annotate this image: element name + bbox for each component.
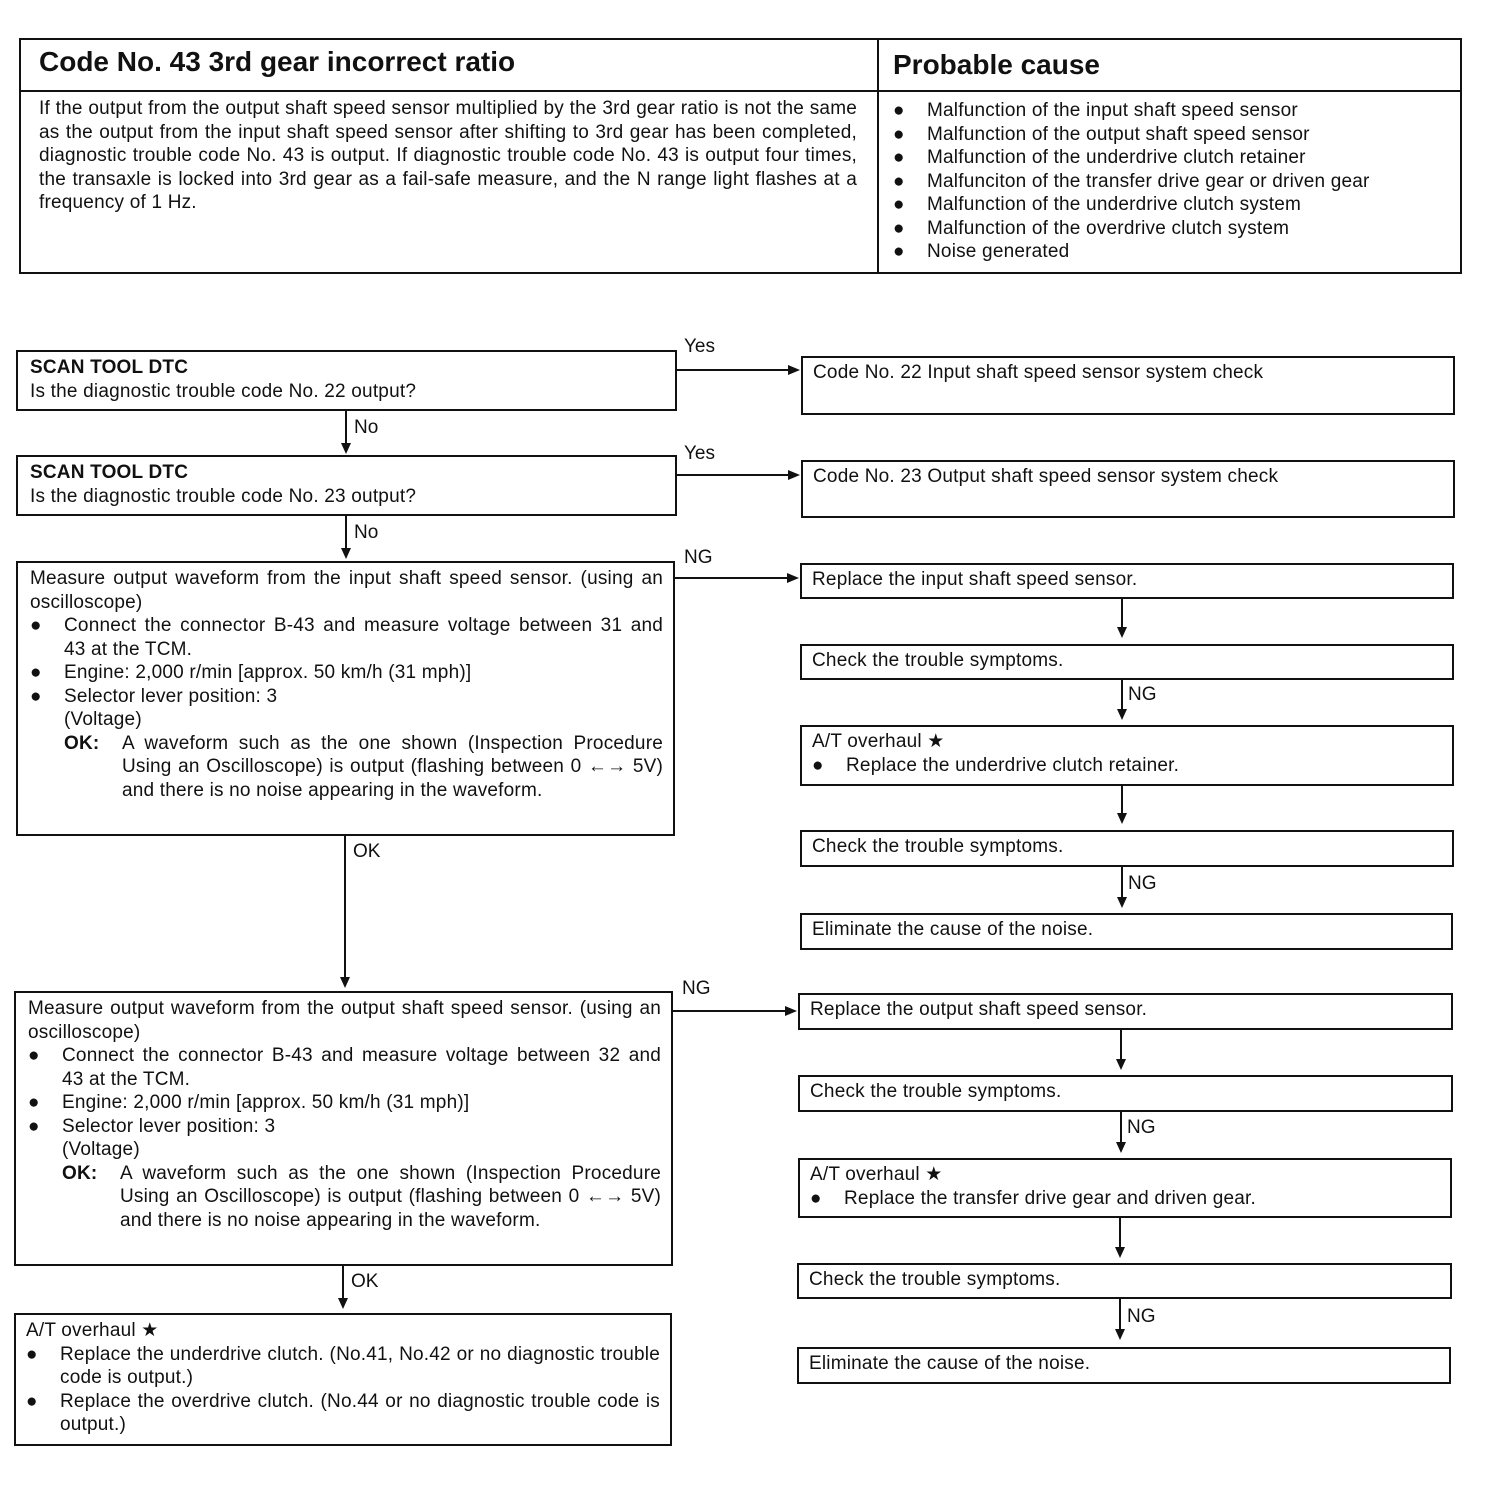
bullet-icon: ● bbox=[893, 194, 905, 215]
connector-line bbox=[1121, 599, 1123, 628]
branch1-replace-box bbox=[800, 563, 1454, 599]
step3-measure-box bbox=[16, 561, 675, 836]
connector-line bbox=[1120, 1112, 1122, 1143]
connector-line bbox=[1119, 1218, 1121, 1248]
arrow-down-icon bbox=[1116, 1059, 1126, 1070]
bullet-icon: ● bbox=[893, 100, 905, 121]
bullet-icon: ● bbox=[26, 1343, 38, 1365]
bullet-icon: ● bbox=[812, 754, 824, 776]
step2-yes-line bbox=[677, 474, 789, 476]
arrow-down-icon bbox=[1117, 709, 1127, 720]
step1-result-box bbox=[801, 356, 1455, 415]
connector-line bbox=[1119, 1299, 1121, 1330]
bullet-icon: ● bbox=[28, 1115, 40, 1137]
branch2-check1-box bbox=[798, 1075, 1453, 1112]
final-overhaul-box bbox=[14, 1313, 672, 1446]
branch2-ng2-label: NG bbox=[1127, 1306, 1156, 1327]
final-overhaul-title: A/T overhaul ★ bbox=[26, 1320, 159, 1341]
step3-item: ● Connect the connector B-43 and measure voltage between 31 and 43 at the TCM. bbox=[30, 615, 663, 660]
step1-yes-line bbox=[677, 369, 789, 371]
branch2-check1: Check the trouble symptoms. bbox=[810, 1081, 1062, 1102]
cause-list bbox=[893, 99, 1458, 264]
star-icon: ★ bbox=[927, 731, 945, 752]
header-divider-vertical bbox=[877, 40, 879, 272]
arrow-down-icon bbox=[1117, 627, 1127, 638]
step4-intro: Measure output waveform from the output shaft speed sensor. (using an oscilloscope) bbox=[28, 998, 661, 1043]
step3-item: ● Selector lever position: 3 bbox=[30, 685, 278, 707]
branch1-overhaul-item: ● Replace the underdrive clutch retainer. bbox=[812, 754, 1180, 776]
cause-item: ● Malfunction of the input shaft speed sensor bbox=[893, 100, 1298, 121]
branch2-check2-box bbox=[797, 1263, 1452, 1299]
step4-ok-label: OK bbox=[351, 1271, 379, 1292]
branch2-eliminate: Eliminate the cause of the noise. bbox=[809, 1353, 1091, 1374]
arrow-down-icon bbox=[1115, 1247, 1125, 1258]
branch1-eliminate: Eliminate the cause of the noise. bbox=[812, 919, 1094, 940]
bullet-icon: ● bbox=[28, 1045, 40, 1066]
probable-cause-title: Probable cause bbox=[893, 49, 1100, 80]
step1-scan-tool-box bbox=[16, 350, 677, 411]
final-overhaul-item: ● Replace the underdrive clutch. (No.41, No.42 or no diagnostic trouble code is output.) bbox=[26, 1343, 660, 1388]
step1-no-label: No bbox=[354, 417, 379, 438]
branch2-check2: Check the trouble symptoms. bbox=[809, 1269, 1061, 1290]
step1-question: Is the diagnostic trouble code No. 22 output? bbox=[30, 380, 417, 402]
branch1-ng2-label: NG bbox=[1128, 873, 1157, 894]
ok-label: OK: bbox=[62, 1162, 98, 1184]
step1-yes-label: Yes bbox=[684, 336, 715, 357]
branch2-overhaul-item: ● Replace the transfer drive gear and driven gear. bbox=[810, 1187, 1257, 1209]
bullet-icon: ● bbox=[893, 241, 905, 262]
branch1-overhaul-box bbox=[800, 725, 1454, 786]
branch1-overhaul-title: A/T overhaul ★ bbox=[812, 731, 945, 752]
step4-item: ● Selector lever position: 3 bbox=[28, 1115, 276, 1137]
code-description: If the output from the output shaft speed sensor multiplied by the 3rd gear ratio is not the same as the output from the input shaft speed sensor after shifting to 3rd gear has been completed, diagnostic trouble code No. 43 is output. If diagnostic trouble code No. 43 is output four times, the transaxle is locked into 3rd gear as a fail-safe measure, and the N range light flashes at a frequency of 1 Hz. bbox=[39, 98, 857, 213]
arrow-down-icon bbox=[341, 548, 351, 559]
step2-question: Is the diagnostic trouble code No. 23 output? bbox=[30, 485, 417, 507]
connector-line bbox=[1121, 867, 1123, 898]
code-title: Code No. 43 3rd gear incorrect ratio bbox=[39, 46, 516, 77]
arrow-down-icon bbox=[1116, 1142, 1126, 1153]
arrow-down-icon bbox=[338, 1298, 348, 1309]
step1-no-line bbox=[345, 411, 347, 444]
step3-ng-label: NG bbox=[684, 547, 713, 568]
branch2-eliminate-box bbox=[797, 1347, 1451, 1384]
arrow-down-icon bbox=[1117, 813, 1127, 824]
arrow-down-icon bbox=[1115, 1329, 1125, 1340]
step2-yes-label: Yes bbox=[684, 443, 715, 464]
step4-measure-box bbox=[14, 991, 673, 1266]
branch2-overhaul-title: A/T overhaul ★ bbox=[810, 1164, 943, 1185]
bullet-icon: ● bbox=[30, 615, 42, 636]
step3-ng-line bbox=[675, 577, 788, 579]
connector-line bbox=[1121, 786, 1123, 814]
step3-ok-line bbox=[344, 836, 346, 978]
branch2-overhaul-box bbox=[798, 1158, 1452, 1218]
step4-ng-line bbox=[673, 1010, 786, 1012]
step2-title: SCAN TOOL DTC bbox=[30, 462, 189, 483]
step4-ng-label: NG bbox=[682, 978, 711, 999]
cause-item: ● Malfunction of the underdrive clutch retainer bbox=[893, 147, 1306, 168]
step2-result: Code No. 23 Output shaft speed sensor system check bbox=[813, 466, 1279, 487]
arrow-down-icon bbox=[1117, 897, 1127, 908]
branch1-check2-box bbox=[800, 830, 1454, 867]
star-icon: ★ bbox=[925, 1164, 943, 1185]
bullet-icon: ● bbox=[893, 170, 905, 192]
arrow-right-icon bbox=[787, 573, 799, 583]
header-table bbox=[19, 38, 1462, 274]
branch1-check1-box bbox=[800, 644, 1454, 680]
step4-item: ● Engine: 2,000 r/min [approx. 50 km/h (31 mph)] bbox=[28, 1092, 470, 1113]
connector-line bbox=[1121, 680, 1123, 710]
ok-label: OK: bbox=[64, 732, 100, 754]
bullet-icon: ● bbox=[26, 1390, 38, 1412]
final-overhaul-item: ● Replace the overdrive clutch. (No.44 or no diagnostic trouble code is output.) bbox=[26, 1390, 660, 1435]
step2-scan-tool-box bbox=[16, 455, 677, 516]
step1-result: Code No. 22 Input shaft speed sensor system check bbox=[813, 362, 1264, 383]
bullet-icon: ● bbox=[810, 1187, 822, 1209]
cause-item: ● Noise generated bbox=[893, 241, 1070, 262]
step1-title: SCAN TOOL DTC bbox=[30, 357, 189, 378]
cause-item: ● Malfunction of the output shaft speed sensor bbox=[893, 123, 1310, 145]
step2-no-label: No bbox=[354, 522, 379, 543]
cause-item: ● Malfunction of the underdrive clutch system bbox=[893, 194, 1301, 215]
step3-intro: Measure output waveform from the input shaft speed sensor. (using an oscilloscope) bbox=[30, 568, 663, 613]
branch2-replace-box bbox=[798, 993, 1453, 1030]
branch1-eliminate-box bbox=[800, 913, 1453, 950]
step4-voltage: (Voltage) bbox=[62, 1139, 140, 1160]
arrow-down-icon bbox=[341, 443, 351, 454]
branch2-ng1-label: NG bbox=[1127, 1117, 1156, 1138]
step4-item: ● Connect the connector B-43 and measure voltage between 32 and 43 at the TCM. bbox=[28, 1045, 661, 1090]
bullet-icon: ● bbox=[30, 685, 42, 707]
bullet-icon: ● bbox=[893, 217, 905, 239]
cause-item: ● Malfunciton of the transfer drive gear or driven gear bbox=[893, 170, 1370, 192]
ok-text: A waveform such as the one shown (Inspection Procedure Using an Oscilloscope) is output (flashing between 0 ←→ 5V) and there is no noise appearing in the waveform. bbox=[120, 1162, 661, 1231]
arrow-right-icon bbox=[785, 1006, 797, 1016]
bullet-icon: ● bbox=[30, 662, 42, 683]
arrow-down-icon bbox=[340, 977, 350, 988]
arrow-right-icon bbox=[788, 365, 800, 375]
branch1-check2: Check the trouble symptoms. bbox=[812, 836, 1064, 857]
arrow-right-icon bbox=[788, 470, 800, 480]
step3-ok-criteria bbox=[30, 732, 663, 803]
step2-result-box bbox=[801, 460, 1455, 518]
ok-text: A waveform such as the one shown (Inspection Procedure Using an Oscilloscope) is output (flashing between 0 ←→ 5V) and there is no noise appearing in the waveform. bbox=[122, 732, 663, 801]
step4-ok-criteria bbox=[28, 1162, 661, 1233]
step3-voltage: (Voltage) bbox=[64, 709, 142, 730]
bullet-icon: ● bbox=[893, 147, 905, 168]
branch1-check1: Check the trouble symptoms. bbox=[812, 650, 1064, 671]
step4-ok-line bbox=[342, 1266, 344, 1299]
step3-item: ● Engine: 2,000 r/min [approx. 50 km/h (31 mph)] bbox=[30, 662, 472, 683]
header-divider-horizontal bbox=[21, 90, 1460, 92]
connector-line bbox=[1120, 1030, 1122, 1060]
step2-no-line bbox=[345, 516, 347, 549]
star-icon: ★ bbox=[141, 1320, 159, 1341]
cause-item: ● Malfunction of the overdrive clutch system bbox=[893, 217, 1290, 239]
bullet-icon: ● bbox=[28, 1092, 40, 1113]
step3-ok-label: OK bbox=[353, 841, 381, 862]
branch1-ng1-label: NG bbox=[1128, 684, 1157, 705]
branch1-replace: Replace the input shaft speed sensor. bbox=[812, 569, 1138, 590]
branch2-replace: Replace the output shaft speed sensor. bbox=[810, 999, 1148, 1020]
bullet-icon: ● bbox=[893, 123, 905, 145]
